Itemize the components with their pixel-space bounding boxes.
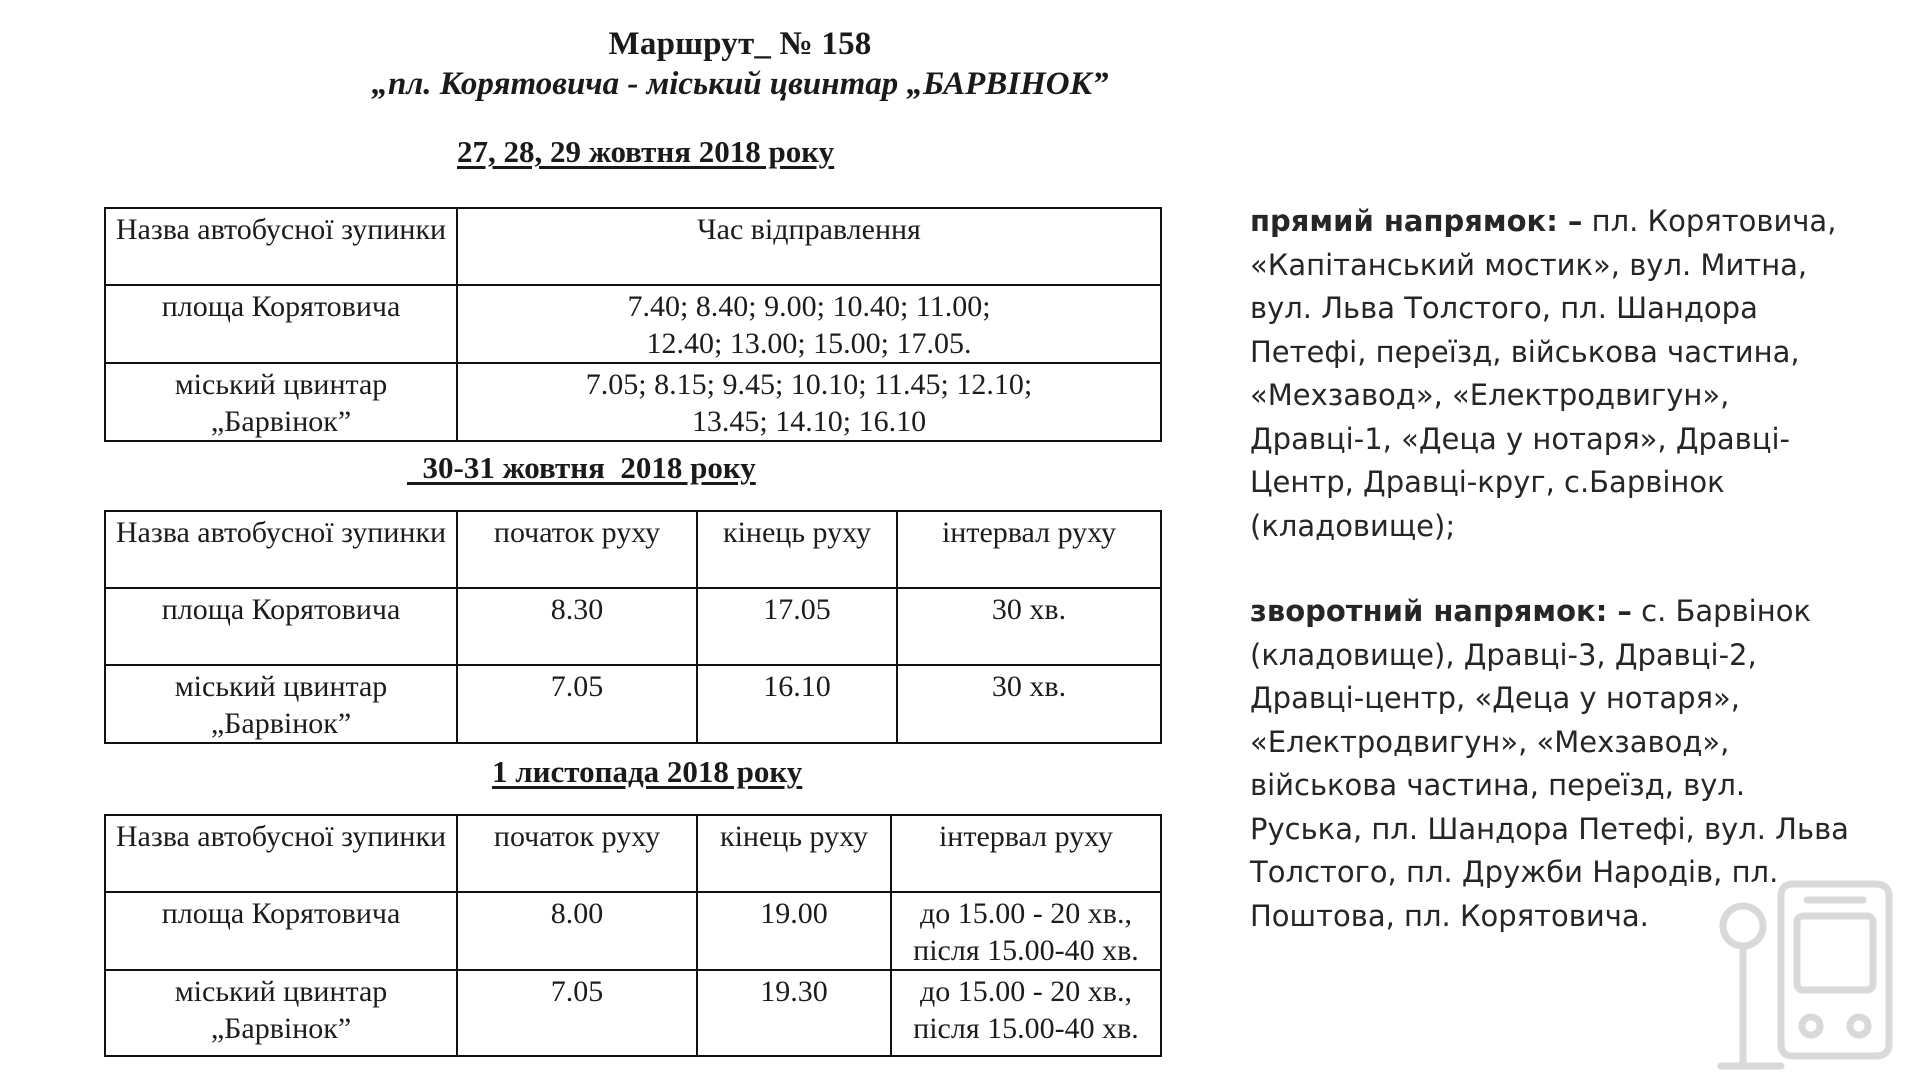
- header-interval: інтервал руху: [897, 511, 1161, 588]
- start-time: 7.05: [457, 665, 697, 743]
- table-row: [105, 892, 1161, 970]
- table-row: [105, 285, 1161, 363]
- table-row: [105, 363, 1161, 441]
- route-subtitle: „пл. Корятовича - міський цвинтар „БАРВІНОК”: [371, 66, 1109, 102]
- stop-name: площа Корятовича: [105, 285, 457, 363]
- header-stop-name: Назва автобусної зупинки: [105, 511, 457, 588]
- stop-name: міський цвинтар „Барвінок”: [105, 970, 457, 1056]
- forward-direction: [1250, 200, 1850, 548]
- interval: 30 хв.: [897, 588, 1161, 665]
- header-end: кінець руху: [697, 815, 891, 892]
- table-row: [105, 970, 1161, 1056]
- schedule-table-2: [104, 510, 1162, 744]
- table-header-row: [105, 815, 1161, 892]
- table-row: [105, 665, 1161, 743]
- interval: 30 хв.: [897, 665, 1161, 743]
- section-date-2: 30-31 жовтня 2018 року: [407, 450, 756, 485]
- forward-direction-stops: пл. Корятовича, «Капітанський мостик», вул. Митна, вул. Льва Толстого, пл. Шандора Петефі, переїзд, військова частина, «Мехзавод», «Електродвигун», Дравці-1, «Деца у нотаря», Дравці-Центр, Дравці-круг, с.Барвінок (кладовище);: [1250, 204, 1837, 543]
- stop-name: міський цвинтар „Барвінок”: [105, 665, 457, 743]
- header-start: початок руху: [457, 815, 697, 892]
- bus-stop-icon: [1715, 880, 1895, 1070]
- stop-name: площа Корятовича: [105, 588, 457, 665]
- table-row: [105, 588, 1161, 665]
- start-time: 8.00: [457, 892, 697, 970]
- end-time: 16.10: [697, 665, 897, 743]
- backward-direction-stops: с. Барвінок (кладовище), Дравці-3, Дравці-2, Дравці-центр, «Деца у нотаря», «Електродвигун», «Мехзавод», військова частина, переїзд, вул. Руська, пл. Шандора Петефі, вул. Льва Толстого, пл. Дружби Народів, пл. Поштова, пл. Корятовича.: [1250, 594, 1849, 933]
- stop-name: міський цвинтар „Барвінок”: [105, 363, 457, 441]
- backward-direction-label: зворотний напрямок: –: [1250, 594, 1632, 628]
- start-time: 7.05: [457, 970, 697, 1056]
- table-header-row: [105, 511, 1161, 588]
- header-start: початок руху: [457, 511, 697, 588]
- header-departure-time: Час відправлення: [457, 208, 1161, 285]
- header-stop-name: Назва автобусної зупинки: [105, 208, 457, 285]
- interval: до 15.00 - 20 хв., після 15.00-40 хв.: [891, 970, 1161, 1056]
- header-stop-name: Назва автобусної зупинки: [105, 815, 457, 892]
- interval: до 15.00 - 20 хв., після 15.00-40 хв.: [891, 892, 1161, 970]
- end-time: 17.05: [697, 588, 897, 665]
- departure-times: 7.05; 8.15; 9.45; 10.10; 11.45; 12.10; 13.45; 14.10; 16.10: [457, 363, 1161, 441]
- header-end: кінець руху: [697, 511, 897, 588]
- end-time: 19.00: [697, 892, 891, 970]
- header-interval: інтервал руху: [891, 815, 1161, 892]
- start-time: 8.30: [457, 588, 697, 665]
- section-date-1: 27, 28, 29 жовтня 2018 року: [457, 134, 835, 169]
- departure-times: 7.40; 8.40; 9.00; 10.40; 11.00; 12.40; 13.00; 15.00; 17.05.: [457, 285, 1161, 363]
- schedule-table-3: [104, 814, 1162, 1057]
- end-time: 19.30: [697, 970, 891, 1056]
- schedule-table-1: [104, 207, 1162, 442]
- route-title: Маршрут_ № 158: [608, 26, 872, 62]
- forward-direction-label: прямий напрямок: –: [1250, 204, 1583, 238]
- section-date-3: 1 листопада 2018 року: [492, 754, 803, 789]
- table-header-row: [105, 208, 1161, 285]
- stop-name: площа Корятовича: [105, 892, 457, 970]
